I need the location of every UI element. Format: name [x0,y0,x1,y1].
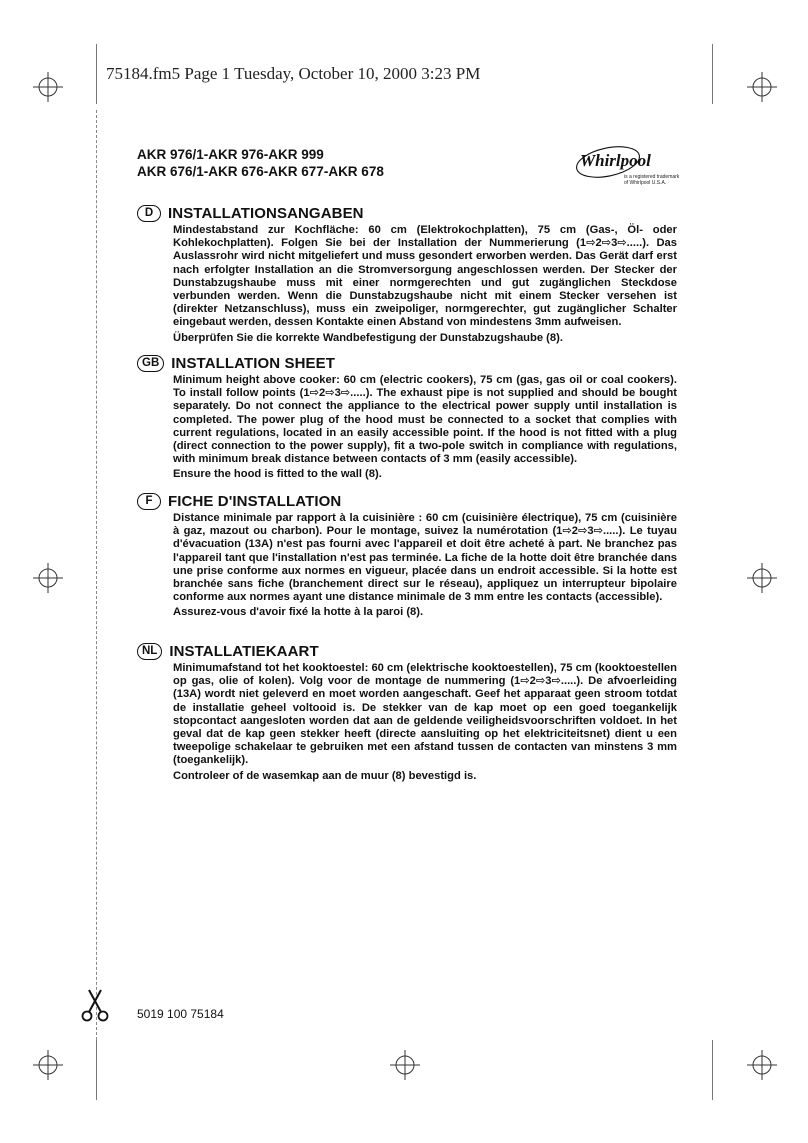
trademark-line-2: of Whirlpool U.S.A. [624,180,667,186]
section-title: INSTALLATION SHEET [171,354,335,372]
section-text: Distance minimale par rapport à la cuisinière : 60 cm (cuisinière électrique), 75 cm (cuisinière à gaz, mazout ou charbon). Pour le montage, suivez la numérotation (1⇨2⇨3⇨.....). Le tuyau d'évacuation (13A) n'est pas fourni avec l'appareil et doit être acheté à part. Ne branchez pas l'appareil tant que l'installation n'est pas terminée. La fiche de la hotte doit être branchée dans une prise conforme aux normes en vigueur, placée dans un endroit accessible. Si la hotte est branchée sans fiche (branchement direct sur le réseau), appliquez un interrupteur bipolaire conforme aux normes ayant une distance minimale de 3 mm entre les contacts (accessible). [173,512,677,604]
language-badge: NL [137,643,162,660]
section-nl [137,640,677,783]
model-line-2: AKR 676/1-AKR 676-AKR 677-AKR 678 [137,164,384,179]
registration-mark-icon [33,1050,63,1080]
section-title: FICHE D'INSTALLATION [168,492,342,510]
section-body [173,374,677,482]
section-body [173,512,677,620]
section-header [137,352,677,374]
section-text: Minimumafstand tot het kooktoestel: 60 cm (elektrische kooktoestellen), 75 cm (kooktoestellen op gas, olie of kolen). Volg voor de montage de nummering (1⇨2⇨3⇨.....). De afvoerleiding (13A) wordt niet geleverd en moet worden aangeschaft. Geef het apparaat geen stroom totdat de installatie geheel voltooid is. De stekker van de kap moet op een goed toegankelijk stopcontact aangesloten worden dat aan de geldende veiligheidsvoorschriften voldoet. In het geval dat de kap geen stekker heeft (directe aansluiting op het elektriciteitsnet) dient u een tweepolige schakelaar te gebruiken met een afstand tussen de contacten van minstens 3 mm (toegankelijk). [173,662,677,767]
section-body [173,224,677,345]
section-fr [137,490,677,620]
scissors-icon [80,988,110,1024]
section-title: INSTALLATIONSANGABEN [168,204,364,222]
trademark-line-1: is a registered trademark [624,174,680,180]
language-badge: F [137,493,161,510]
section-note: Assurez-vous d'avoir fixé la hotte à la paroi (8). [173,606,424,619]
section-note: Controleer of de wasemkap aan de muur (8) bevestigd is. [173,769,477,782]
section-body [173,662,677,783]
section-title: INSTALLATIEKAART [169,642,319,660]
section-header [137,202,677,224]
document-code: 5019 100 75184 [137,1007,224,1021]
section-text: Minimum height above cooker: 60 cm (electric cookers), 75 cm (gas, gas oil or coal cookers). To install follow points (1⇨2⇨3⇨.....). The exhaust pipe is not supplied and should be bought separately. Do not connect the appliance to the electrical power supply until installation is completed. The power plug of the hood must be connected to a socket that complies with current regulations, located in an easily accessible point. If the hood is not fitted with a plug (direct connection to the power supply), fit a two-pole switch in compliance with regulations, with minimum break distance between contacts of 3 mm (easily accessible). [173,374,677,466]
section-gb [137,352,677,482]
model-line-1: AKR 976/1-AKR 976-AKR 999 [137,147,324,162]
section-header [137,640,677,662]
registration-mark-icon [747,72,777,102]
trim-line [96,1040,97,1100]
registration-mark-icon [747,1050,777,1080]
trim-line [712,1040,713,1100]
page-slug: 75184.fm5 Page 1 Tuesday, October 10, 2000 3:23 PM [106,64,481,83]
registration-mark-icon [747,563,777,593]
section-de [137,202,677,345]
registration-mark-icon [33,72,63,102]
section-header [137,490,677,512]
model-list [137,146,384,180]
brand-wordmark: Whirlpool [580,151,651,170]
section-note: Überprüfen Sie die korrekte Wandbefestigung der Dunstabzugshaube (8). [173,331,563,344]
section-text: Mindestabstand zur Kochfläche: 60 cm (Elektrokochplatten), 75 cm (Gas-, Öl- oder Kohlekochplatten). Folgen Sie bei der Installation der Nummerierung (1⇨2⇨3⇨.....). Das Auslassrohr wird nicht mitgeliefert und muss gesondert erworben werden. Das Gerät darf erst nach erfolgter Installation an die Stromversorgung angeschlossen werden. Der Stecker der Dunstabzugshaube muss mit einer normgerechten und gut zugänglichen Steckdose verbunden werden. Wenn die Dunstabzugshaube nicht mit einem Stecker versehen ist (direkter Netzanschluss), muss ein zweipoliger, normgerechter, gut zugänglicher Schalter eingebaut werden, dessen Kontakte einen Abstand von mindestens 3mm aufweisen. [173,224,677,329]
section-note: Ensure the hood is fitted to the wall (8). [173,468,382,481]
trim-line [96,44,97,104]
registration-mark-icon [390,1050,420,1080]
trim-line [712,44,713,104]
cut-line [96,110,97,1040]
registration-mark-icon [33,563,63,593]
brand-logo [572,140,684,188]
language-badge: D [137,205,161,222]
language-badge: GB [137,355,164,372]
